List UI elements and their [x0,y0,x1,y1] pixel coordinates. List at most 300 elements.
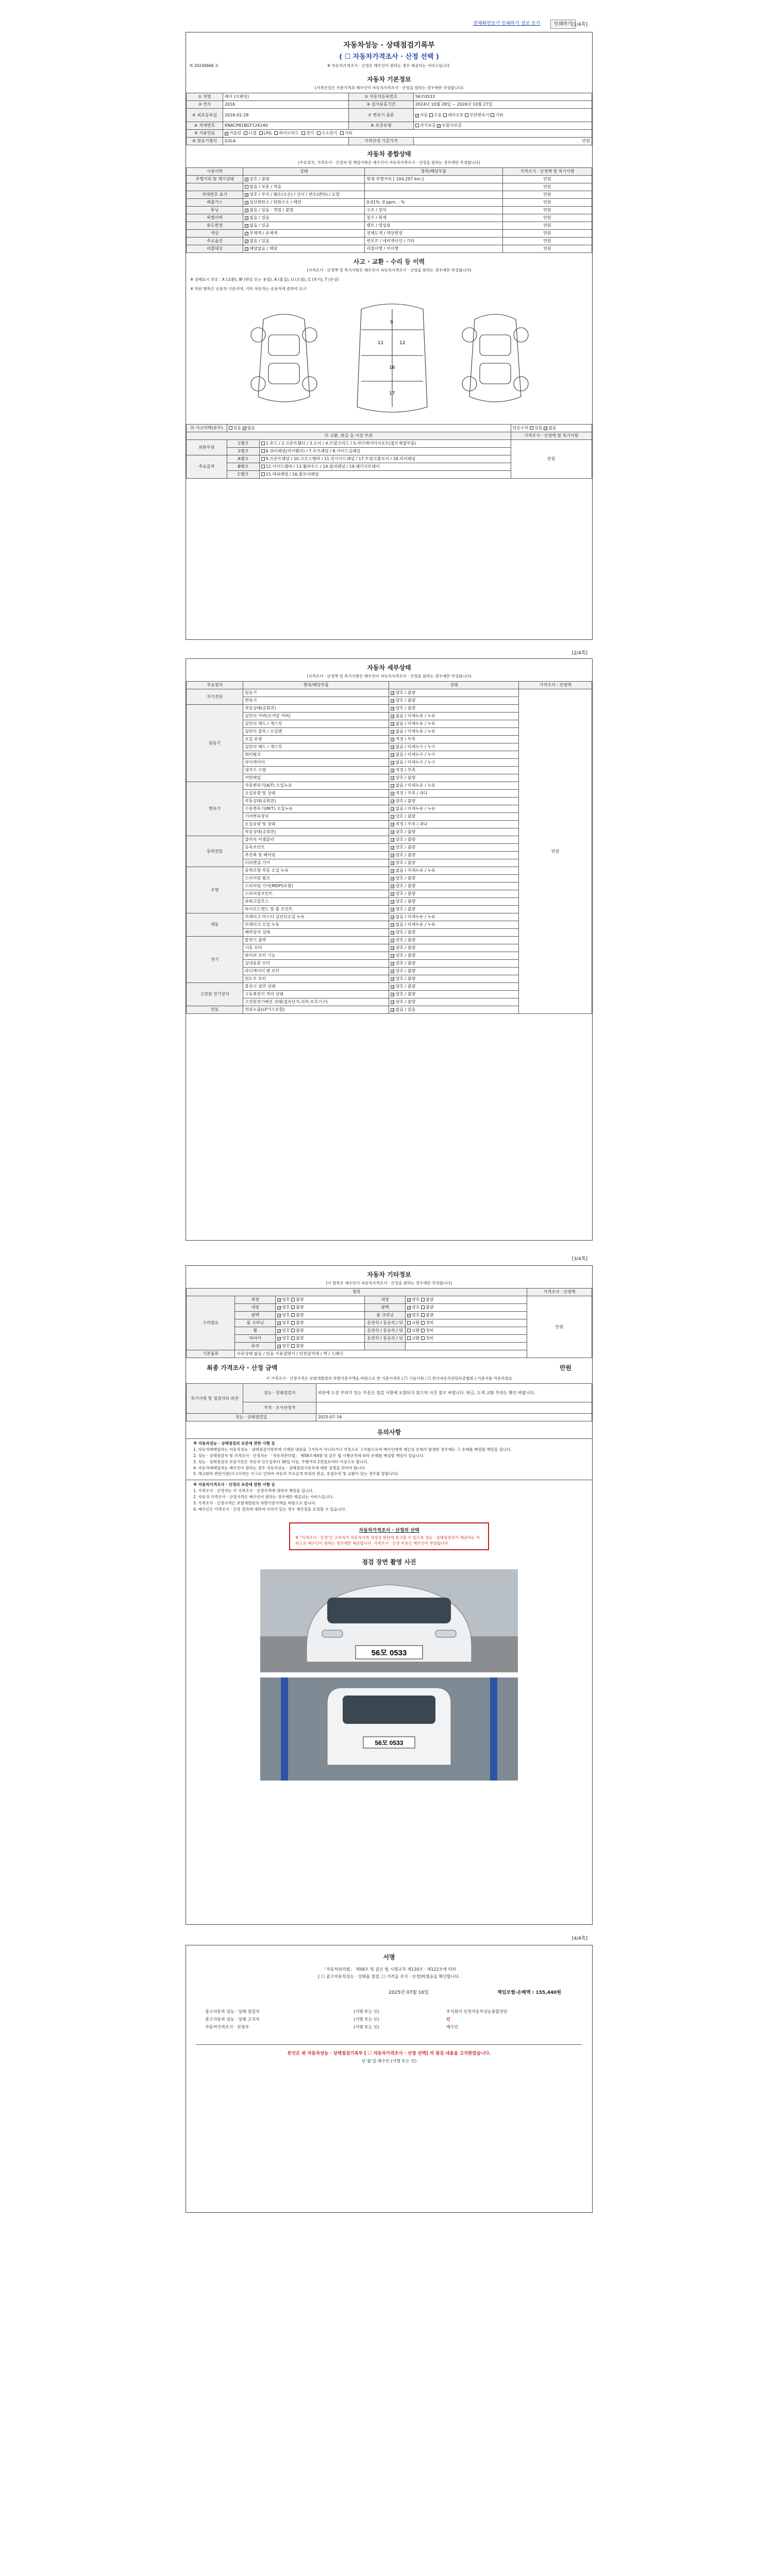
detail-state [389,713,519,720]
car-name-label: ① 차명 [187,93,223,101]
fuel-diesel-check[interactable] [244,131,247,135]
detail-state-check[interactable] [391,1001,394,1004]
detail-state-check[interactable] [391,854,394,857]
status-row-price: 만원 [502,238,592,245]
detail-state-text: 양호 / 불량 [395,984,416,989]
other-row-state: 교환 정비 [405,1319,527,1327]
detail-state [389,697,519,705]
vin-label: ⑥ 차대번호 [187,122,223,130]
status-row-detail: 리콜이행 / 미이행 [365,245,503,253]
detail-note: (가격조사 · 산정액 및 특기사항은 매수인이 자동차가격조사 · 산정을 원하는 경우에만 작성합니다) [307,674,472,679]
status-row-state: ✓ 양호 / 불량 [243,176,365,183]
detail-item: 오일유량 및 상태 [243,790,389,798]
status-row-detail: 썬루프 / 네비게이션 / 기타 [365,238,503,245]
notice-item-2: 2. 자동차 가격조사 · 산정가격은 매수인이 원하는 경우에만 제공되는 서비스입니다. [193,1495,334,1499]
other-row-label: 내장 [365,1296,406,1304]
detail-state-text: 양호 / 불량 [395,799,416,804]
detail-group-label: 연료 [187,1006,243,1014]
appraiser-opinion [316,1402,592,1414]
warranty-options: 자가보증 ✓ 보험사보증 [413,122,592,130]
basic-info-note: (가격산정은 가준가격과 매수인이 자동차가격조사 · 산정을 원하는 경우에만 작성합니다) [314,86,464,90]
trans-cvt-check[interactable] [465,113,468,117]
detail-group-label: 동력전달 [187,836,243,867]
other-row-label: 운전석 / 동승석 / 뒤 [365,1319,406,1327]
status-row-price: 만원 [502,183,592,191]
status-row-state: ✓ 무채색 / 유채색 [243,230,365,238]
detail-state [389,991,519,998]
print-button[interactable]: 인쇄하기 [550,20,576,29]
basic-items-value: 보유상태 없음 / 있음 사용설명서 / 안전삼각대 / 잭 / 스패너 [235,1350,527,1358]
fuel-hybrid-check[interactable] [274,131,278,135]
detail-state-check[interactable] [391,931,394,935]
svg-text:11: 11 [378,341,384,346]
detail-state [389,859,519,867]
frame-items-a: 9.프론트패널 / 10.크로스멤버 / 11.인사이드패널 / 17.트렁크플로어 / 18.리어패널 [259,455,511,463]
detail-group-label: 제동 [187,913,243,937]
page-number: [4/4쪽] [572,1936,587,1941]
status-row-price: 만원 [502,230,592,238]
detail-item: 실린더 커버(로커암 커버) [243,713,389,720]
detail-state-text: 없음 / 미세누수 / 누수 [395,752,435,757]
other-row-state: ✓ 양호 불량 [276,1296,365,1304]
other-row-label: 유리 [235,1343,276,1350]
detail-state [389,913,519,921]
sign-footer-2: 년 월 일 매수인 (서명 또는 인) [361,2059,417,2063]
other-row-state: ✓ 양호 불량 [276,1319,365,1327]
price-box-title: 자동차가격조사 · 산정의 선택 [359,1528,419,1533]
status-row-state: ✓ 해당없음 / 해당 [243,245,365,253]
detail-state-check[interactable] [391,985,394,989]
detail-state [389,689,519,697]
detail-state [389,836,519,844]
fuel-etc-check[interactable] [340,131,344,135]
detail-item: 실린더 헤드 / 개스킷 [243,743,389,751]
detail-state-check[interactable] [391,707,394,710]
detail-state [389,968,519,975]
detail-item: 윈도우 모터 [243,975,389,983]
other-row-label: 광택 [235,1312,276,1319]
exterior-items-1: 1.후드 / 2.프론트휀더 / 3.도어 / 4.트렁크리드 / 5.라디에이터서포트(볼트체결부품) [259,440,511,448]
frame-label: 주요골격 [187,455,227,479]
basic-items-label: 기본품목 [187,1350,235,1358]
status-row-detail [365,191,503,199]
inspector-opinion: 외관에 도장 부위가 있는 부분은 점검 사항에 포함되지 않으며 사진 참조 바랍니다. 판금, 도색 교환 부위는 확인 바랍니다. [316,1384,592,1402]
detail-state-check[interactable] [391,807,394,811]
basic-info-table [186,93,592,145]
detail-item: 자동변속기(A/T) 오일누유 [243,782,389,790]
detail-state-text: 양호 / 불량 [395,884,416,889]
detail-state [389,805,519,813]
notice-item: 3. 성능 · 상태점검의 보증기간은 자동차 인도일부터 30일 이상, 주행거리 2천킬로미터 이상으로 합니다. [193,1459,368,1464]
first-reg-label: ⑤ 최초등록일 [187,109,223,122]
other-row-label: 운전석 / 동승석 / 뒤 [365,1335,406,1343]
opinion-label: 특기사항 및 점검자의 의견 [187,1384,243,1414]
trans-auto-check[interactable] [415,114,419,117]
other-row-label: 휠 [235,1327,276,1335]
status-row-state: ✓ 일산화탄소 / 탄화수소 / 매연 [243,199,365,207]
page-number: [1/4쪽] [572,22,587,27]
detail-group-label: 고전원 전기장치 [187,983,243,1006]
detail-state-check[interactable] [391,776,394,780]
notice-right-title: ※ 자동차가격조사 · 산정의 보증에 관한 사항 등 [193,1482,275,1487]
other-row-label [365,1343,406,1350]
notice-left-title: ※ 자동차성능 · 상태점검의 보증에 관한 사항 등 [193,1441,275,1446]
plate-text-front: 56모 0533 [371,1649,407,1658]
detail-table [186,681,592,1014]
detail-state [389,782,519,790]
detail-item: 와이퍼 모터 기능 [243,952,389,960]
other-col-price: 가격조사 · 산정액 [527,1289,592,1296]
svg-text:16: 16 [389,365,395,370]
print-info-link[interactable]: 전체화면보기 인쇄하기 정보 보기 [473,21,541,26]
detail-row [187,689,592,697]
detail-state-text: 없음 / 미세누유 / 누유 [395,729,435,734]
detail-state-check[interactable] [391,869,394,873]
document-subtitle: ( ☐ 자동차가격조사 · 산정 선택 ) [339,53,439,61]
detail-state-check[interactable] [391,753,394,757]
detail-item: 워터펌프 [243,751,389,759]
accident-history-label: ⑪ 사고이력(유무) [187,425,227,432]
svg-text:9: 9 [390,320,393,325]
vin-value: KNACP81BGT124240 [223,122,348,130]
base-price-unit: 만원 [413,138,592,145]
detail-state-text: 양호 / 불량 [395,698,416,703]
status-row-state: 많음 / 보통 / 적음 [243,183,365,191]
detail-state [389,759,519,767]
detail-state [389,767,519,774]
detail-state-text: 없음 / 미세누유 / 누유 [395,806,435,811]
frame-a: A랭크 [227,455,259,463]
status-row-price: 만원 [502,207,592,214]
detail-state [389,813,519,821]
detail-state-check[interactable] [391,761,394,765]
detail-state [389,952,519,960]
status-col-item: 사용이력 [187,168,243,176]
detail-state-check[interactable] [391,908,394,911]
notice-heading: 유의사항 [377,1429,401,1436]
detail-group-label: 원동기 [187,705,243,782]
detail-state [389,743,519,751]
exterior-grade-2: 2랭크 [227,448,259,455]
detail-state-text: 양호 / 불량 [395,876,416,881]
fuel-h2-check[interactable] [317,131,321,135]
detail-state-check[interactable] [391,977,394,981]
status-row-state: ✓ 없음 / 있음 [243,222,365,230]
accident-table [186,424,592,479]
detail-col-main: 주요장치 [187,682,243,689]
detail-state-check[interactable] [391,838,394,842]
detail-state-check[interactable] [391,916,394,919]
detail-state-text: 양호 / 불량 [395,999,416,1005]
detail-state-text: 양호 / 불량 [395,969,416,974]
sign-text: 「자동차관리법」 제58조 및 같은 법 시행규칙 제120조 · 제122조에 따라 [322,1967,456,1972]
detail-item: 동력조향 작동 오일 누유 [243,867,389,875]
status-row-state: ✓ 없음 / 있음 · 적법 / 불법 [243,207,365,214]
plate-text-rear: 56모 0533 [375,1739,404,1747]
detail-state-check[interactable] [391,962,394,965]
detail-state-text: 없음 / 미세누유 / 누유 [395,714,435,719]
detail-state-check[interactable] [391,831,394,834]
fuel-lpg-check[interactable] [259,131,263,135]
other-row-label: 룸 크리닝 [365,1312,406,1319]
detail-item: 실린더 헤드 / 개스킷 [243,720,389,728]
detail-item: 작동상태(공회전) [243,705,389,713]
detail-state-text: 양호 / 불량 [395,829,416,835]
detail-state-check[interactable] [391,815,394,819]
plate-label: ② 자동차등록번호 [348,93,413,101]
exchange-label: ⑫ 교환, 판금 등 이상 부위 [187,432,511,440]
page-number: [2/4쪽] [572,651,587,656]
detail-state-check[interactable] [391,738,394,741]
engine-value: G3LA [223,138,348,145]
detail-state [389,890,519,898]
detail-state [389,906,519,913]
base-price-label: 가격산정 기준가격 [348,138,413,145]
detail-item: 냉각수 수량 [243,767,389,774]
date-label: 성능 · 상태점검일 [187,1414,316,1421]
inspector-label: 성능 · 상태점검자 [243,1384,316,1402]
status-row-price: 만원 [502,222,592,230]
detail-state-check[interactable] [391,699,394,703]
detail-item: 배력장치 상태 [243,929,389,937]
detail-item: 구동축전지 격리 상태 [243,991,389,998]
detail-item: 커먼레일 [243,774,389,782]
accident-price-note: 가격조사 · 산정액 및 특기사항 [511,432,592,440]
notice-item: 1. 자동차매매업자는 자동차성능 · 상태점검기록부에 기재된 내용을 고지하지 아니하거나 거짓으로 고지함으로써 매수인에게 재산상 손해가 발생한 경우에는 그 손해를 배상할 책임을 집니다. [193,1447,512,1452]
detail-state-check[interactable] [391,769,394,772]
other-row-label: 운전석 / 동승석 / 뒤 [365,1327,406,1335]
status-row-label: 특별이력 [187,214,243,222]
detail-state-check[interactable] [391,900,394,904]
plate-value: 56모0533 [413,93,592,101]
svg-text:17: 17 [389,391,395,396]
detail-state [389,821,519,828]
first-reg-value: 2016-01-28 [223,109,348,122]
other-note: (이 항목은 매수인이 자동차가격조사 · 산정을 원하는 경우에만 작성합니다) [326,1281,452,1285]
status-row-state: ✓ 없음 / 있음 [243,238,365,245]
detail-state-check[interactable] [391,730,394,734]
date-value: 2025-07-16 [316,1414,592,1421]
detail-price: 만원 [519,689,592,1014]
detail-state-text: 양호 / 불량 [395,899,416,904]
page-2 [186,658,593,1241]
detail-state-check[interactable] [391,892,394,896]
notice-item-2: 1. 가격조사 · 산정자는 이 가격조사 · 산정가격에 대하여 책임을 집니다. [193,1488,314,1494]
detail-state-check[interactable] [391,946,394,950]
detail-state-check[interactable] [391,715,394,718]
detail-item: 기어변속장치 [243,813,389,821]
notice-item: 2. 성능 · 상태점검자 및 가격조사 · 산정자는 「자동차관리법」 제58조제4항 및 같은 법 시행규칙에 따라 손해를 배상할 책임이 있습니다. [193,1453,425,1458]
sign-footer: 본인은 위 자동차성능 · 상태점검기록부 [ ☐ 자동차가격조사 · 산정 선택] 의 점검 내용을 고지받았습니다. [287,2051,491,2056]
detail-state-text: 없음 / 미세누유 / 누유 [395,783,435,788]
status-table [186,167,592,253]
detail-state-text: 양호 / 불량 [395,953,416,958]
detail-state-check[interactable] [391,954,394,958]
detail-state-check[interactable] [391,784,394,788]
detail-state-text: 양호 / 불량 [395,891,416,896]
detail-state [389,751,519,759]
status-row-label: 색상 [187,230,243,238]
other-row-state: ✓ 양호 불량 [276,1343,365,1350]
status-row-label: 주요옵션 [187,238,243,245]
detail-group-label: 자기진단 [187,689,243,705]
other-row-label: 광택 [365,1304,406,1312]
detail-state [389,844,519,852]
status-row-price: 만원 [502,191,592,199]
price-selection-box [289,1522,489,1551]
fuel-label: ⑨ 사용연료 [187,130,223,138]
detail-state [389,883,519,890]
detail-state-check[interactable] [391,846,394,850]
warranty-ins-check[interactable] [437,124,441,128]
fuel-ev-check[interactable] [301,131,305,135]
other-row-state: ✓ 양호 불량 [405,1304,527,1312]
status-row-label: 배출가스 [187,199,243,207]
exterior-grade-1: 1랭크 [227,440,259,448]
frame-items-b: 12.사이드멤버 / 13.휠하우스 / 14.필러패널 / 19.패키지트레이 [259,463,511,471]
detail-item: 발전기 출력 [243,937,389,944]
fuel-gas-check[interactable] [225,132,228,135]
detail-item: 실린더 블록 / 오일팬 [243,728,389,736]
status-row-detail: 전체도색 / 색상변경 [365,230,503,238]
detail-state-check[interactable] [391,722,394,726]
other-row-state: ✓ 양호 불량 [276,1335,365,1343]
status-row-state: ✓ 없음 / 있음 [243,214,365,222]
notice-item-2: 3. 가격조사 · 산정가격은 보험개발원의 차량기준가액을 바탕으로 합니다. [193,1500,316,1505]
detail-state [389,929,519,937]
detail-state-text: 없음 / 미세누수 / 누수 [395,760,435,765]
detail-group-label: 조향 [187,867,243,913]
other-row-state: ✓ 양호 불량 [405,1296,527,1304]
other-table [186,1288,592,1358]
detail-heading: 자동차 세부상태 [367,664,411,671]
photo-front [260,1569,518,1781]
notice-item: 4. 자동차매매업자는 매수인이 원하는 경우 자동차성능 · 상태점검기록부에 대한 설명을 하여야 합니다. [193,1465,366,1470]
role-2-sign: (서명 또는 인) [354,2016,379,2022]
detail-state-check[interactable] [391,800,394,803]
status-row-price: 만원 [502,199,592,207]
svg-text:12: 12 [399,341,406,346]
detail-state-text: 적정 / 부족 [395,737,416,742]
role-2: 중고자동차 성능 · 상태 고지자 [205,2016,260,2022]
detail-state-check[interactable] [391,1008,394,1012]
accident-note: (가격조사 · 산정액 및 특기사항은 매수인이 자동차가격조사 · 산정을 원하는 경우에만 작성합니다) [307,268,472,273]
detail-state-check[interactable] [391,877,394,880]
trans-semi-check[interactable] [443,113,447,117]
status-row-detail: 구조 / 장치 [365,207,503,214]
role-1-sign: (서명 또는 인) [354,2009,379,2014]
fuel-options: ✓ 가솔린 디젤 LPG 하이브리드 전기 수소전기 기타 [223,130,592,138]
status-row-state: ✓ 양호 / 부식 / 훼손(오손) / 상이 / 변조(변타) / 도말 [243,191,365,199]
detail-state-text: 양호 / 불량 [395,837,416,842]
status-col-detail: 항목/해당부품 [365,168,503,176]
detail-state-text: 양호 / 불량 [395,930,416,935]
company-seal: 인 [446,2016,450,2022]
detail-item: 연료누출(LP가스포함) [243,1006,389,1014]
detail-item: 작동상태(공회전) [243,798,389,805]
detail-state-text: 없음 / 미세누수 / 누수 [395,744,435,750]
warranty-self-check[interactable] [415,124,419,127]
basic-info-heading: 자동차 기본정보 [367,76,411,83]
detail-state-text: 양호 / 불량 [395,938,416,943]
appraiser-label: 가격 · 조사산정자 [243,1402,316,1414]
detail-state-text: 없음 / 있음 [395,1007,416,1012]
signature-table [204,2008,575,2031]
status-row-label: 튜닝 [187,207,243,214]
detail-state-check[interactable] [391,993,394,996]
detail-state-check[interactable] [391,970,394,973]
detail-state [389,705,519,713]
detail-state [389,852,519,859]
other-heading: 자동차 기타정보 [367,1271,411,1278]
detail-state-text: 적정 / 부족 / 과다 [395,791,428,796]
status-row-label: 차대번호 표기 [187,191,243,199]
detail-state-check[interactable] [391,745,394,749]
other-row-state: ✓ 양호 불량 [405,1312,527,1319]
other-row-label: 내장 [235,1304,276,1312]
detail-item: 스티어링 기어(MDPS포함) [243,883,389,890]
detail-state-text: 양호 / 불량 [395,961,416,966]
accident-history-value: 있음 ✓ 없음 [227,425,511,432]
inspect-period-label: ④ 검사유효기간 [348,101,413,109]
trans-manual-check[interactable] [429,113,433,117]
other-row-label: 타이어 [235,1335,276,1343]
detail-state [389,975,519,983]
detail-item: 추진축 및 베어링 [243,852,389,859]
other-price: 만원 [527,1296,592,1358]
other-row-state: ✓ 양호 불량 [276,1304,365,1312]
page-1 [186,32,593,640]
role-1: 중고자동차 성능 · 상태 점검자 [205,2009,260,2014]
detail-col-state: 상태 [389,682,519,689]
detail-state-text: 적정 / 부족 [395,768,416,773]
other-row-state: ✓ 양호 불량 [276,1327,365,1335]
sign-date: 2025년 07월 16일 [389,1990,429,1995]
detail-state [389,998,519,1006]
detail-col-item: 항목/해당부품 [243,682,389,689]
detail-state-check[interactable] [391,885,394,888]
price-box-text: ※ "가격조사 · 산정"은 소비자가 자동차가격 적정성 판단에 참고할 수 있도록 성능 · 상태점검자가 제공하는 서비스로 매수인이 원하는 경우에만 제공합니다. 가격조사 · 산정 비용은 매수인이 부담합니다. [295,1535,480,1546]
detail-state [389,875,519,883]
detail-item: 원동기 [243,689,389,697]
page-3 [186,1265,593,1925]
other-row-state [405,1343,527,1350]
status-note: (주요장치, 가격조사 · 산정자 및 책임사항은 매수인이 자동차가격조사 · 산정을 원하는 경우에만 작성합니다) [298,160,480,165]
status-row-price: 만원 [502,214,592,222]
trans-etc-check[interactable] [491,113,494,117]
year-value: 2016 [223,101,348,109]
detail-state-check[interactable] [391,691,394,695]
frame-items-c: 15.대쉬패널 / 16.플로어패널 [259,471,511,479]
detail-state-text: 양호 / 불량 [395,945,416,951]
appearance-label: 수리필요 [187,1296,235,1350]
fee-value: 155,440원 [535,1990,561,1995]
detail-state-check[interactable] [391,861,394,865]
other-row-state: ✓ 양호 불량 [276,1312,365,1319]
role-3-sign: (서명 또는 인) [354,2024,379,2029]
detail-state-check[interactable] [391,939,394,942]
detail-item: 클러치 어셈블리 [243,836,389,844]
detail-item: 라디에이터 팬 모터 [243,968,389,975]
detail-item: 수동변속기(M/T) 오일누유 [243,805,389,813]
status-row-detail [365,183,503,191]
detail-state-check[interactable] [391,823,394,826]
page-number: [3/4쪽] [572,1257,587,1262]
detail-state-check[interactable] [391,923,394,927]
detail-state-check[interactable] [391,792,394,795]
detail-item: 브레이크 마스터 실린더오일 누유 [243,913,389,921]
detail-state [389,1006,519,1014]
